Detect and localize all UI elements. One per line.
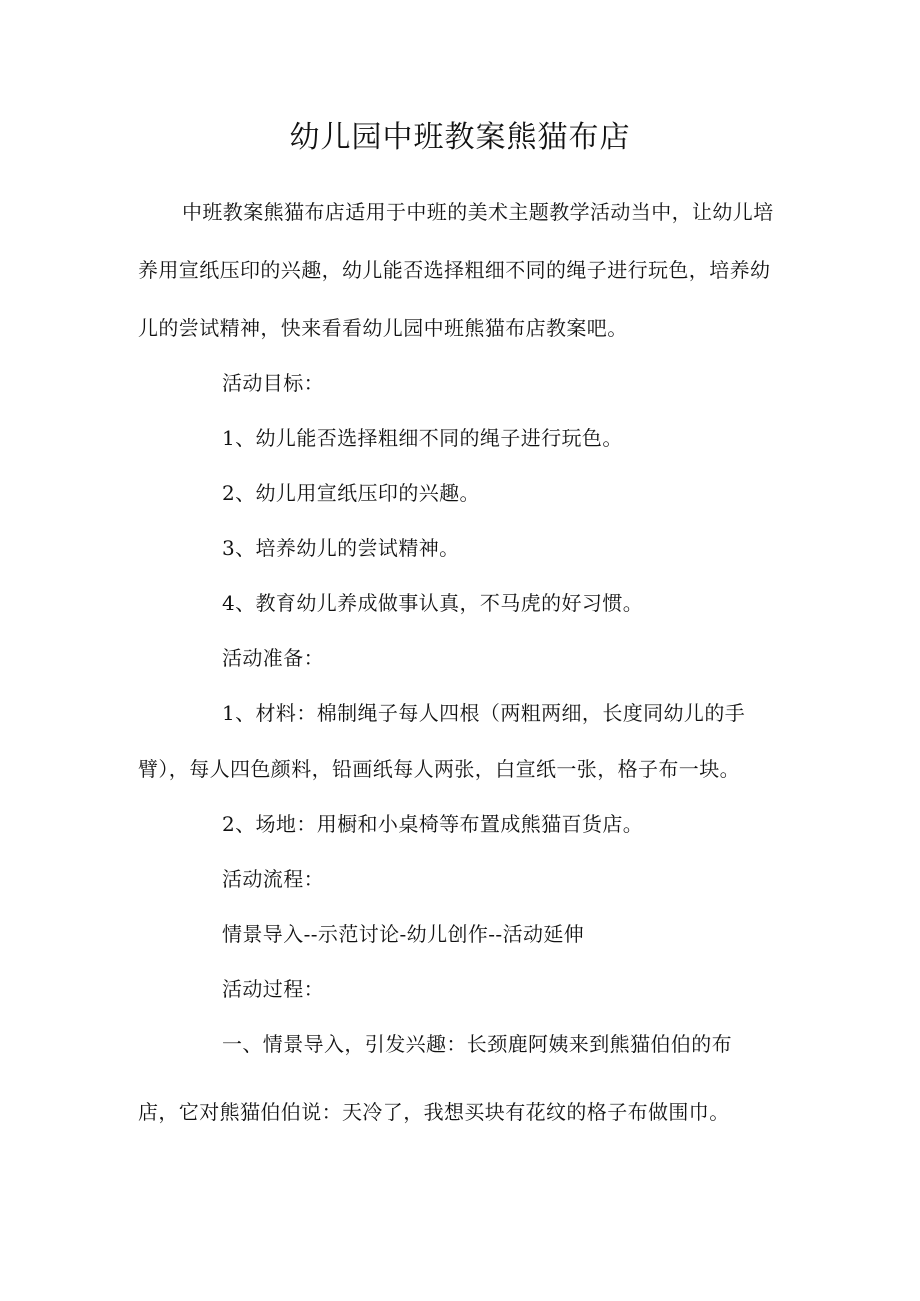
goal-item-1: 1、幼儿能否选择粗细不同的绳子进行玩色。 <box>222 426 623 450</box>
flow-text: 情景导入--示范讨论-幼儿创作--活动延伸 <box>222 922 585 946</box>
prep-venue: 2、场地：用橱和小桌椅等布置成熊猫百货店。 <box>222 812 644 836</box>
goal-item-3: 3、培养幼儿的尝试精神。 <box>222 536 460 560</box>
flow-heading: 活动流程： <box>222 867 324 891</box>
prep-heading: 活动准备： <box>222 646 324 670</box>
process-step1-line-2: 店，它对熊猫伯伯说：天冷了，我想买块有花纹的格子布做围巾。 <box>138 1100 730 1124</box>
goals-heading: 活动目标： <box>222 371 324 395</box>
goal-item-2: 2、幼儿用宣纸压印的兴趣。 <box>222 481 480 505</box>
intro-line-3: 儿的尝试精神，快来看看幼儿园中班熊猫布店教案吧。 <box>138 316 628 340</box>
prep-materials-line-2: 臂），每人四色颜料，铅画纸每人两张，白宣纸一张，格子布一块。 <box>138 757 740 781</box>
intro-line-2: 养用宣纸压印的兴趣，幼儿能否选择粗细不同的绳子进行玩色，培养幼 <box>138 258 771 282</box>
intro-line-1: 中班教案熊猫布店适用于中班的美术主题教学活动当中，让幼儿培 <box>182 200 774 224</box>
process-step1-line-1: 一、情景导入，引发兴趣：长颈鹿阿姨来到熊猫伯伯的布 <box>222 1032 732 1056</box>
prep-materials-line-1: 1、材料：棉制绳子每人四根（两粗两细，长度同幼儿的手 <box>222 701 746 725</box>
goal-item-4: 4、教育幼儿养成做事认真，不马虎的好习惯。 <box>222 591 644 615</box>
process-heading: 活动过程： <box>222 977 324 1001</box>
document-title: 幼儿园中班教案熊猫布店 <box>289 120 631 155</box>
